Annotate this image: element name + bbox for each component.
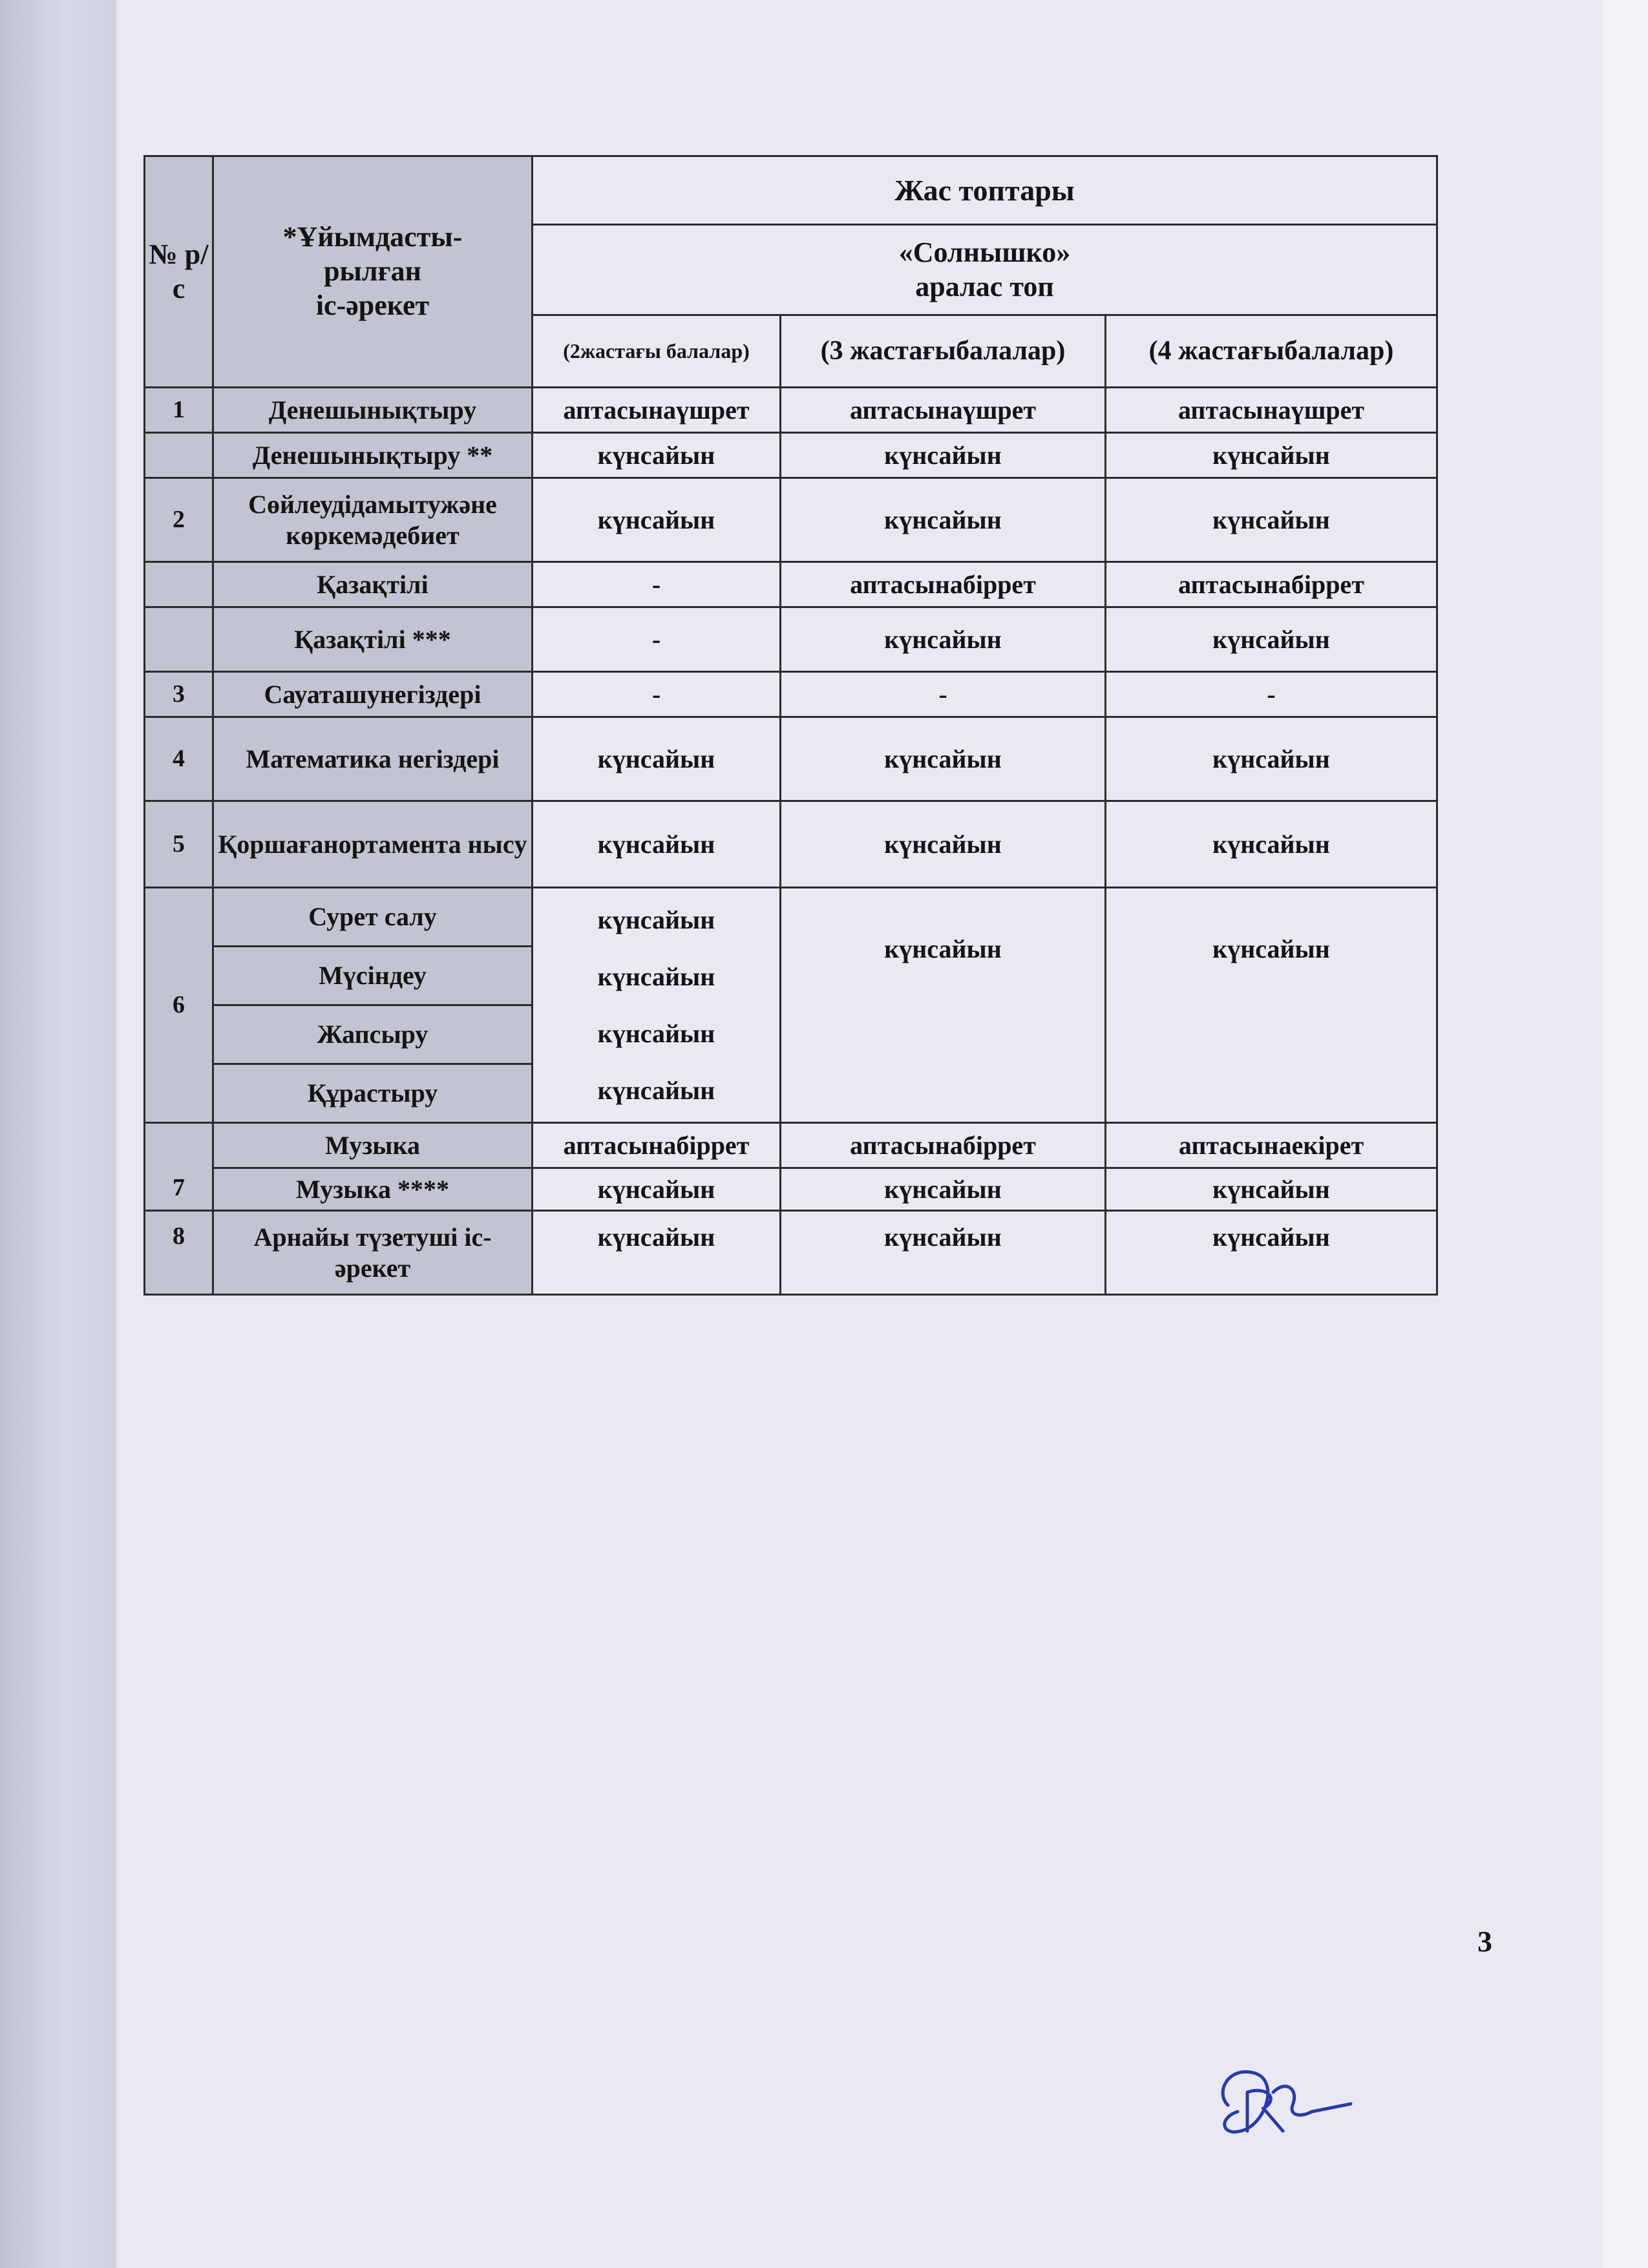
header-activity-line3: іс-әрекет: [315, 289, 430, 321]
cell-3yr: күнсайын: [781, 717, 1106, 801]
table-row: [145, 672, 1437, 717]
cell-2yr: күнсайын: [533, 1211, 781, 1295]
cell-4yr: күнсайын: [1106, 433, 1437, 478]
row-num: 1: [145, 388, 213, 433]
cell-3yr: -: [781, 672, 1106, 717]
cell-4yr: күнсайын: [1106, 717, 1437, 801]
row-activity: Сурет салу: [214, 888, 531, 947]
row-num: [145, 562, 213, 607]
header-age-groups: Жас топтары: [533, 156, 1437, 225]
cell-4yr: аптасынаүшрет: [1106, 388, 1437, 433]
cell-4yr: күнсайын: [1106, 1168, 1437, 1211]
cell-4yr: -: [1106, 672, 1437, 717]
cell-3yr: күнсайын: [781, 888, 1106, 1123]
row-activity: Жапсыру: [214, 1006, 531, 1065]
header-group-line2: аралас топ: [915, 270, 1054, 302]
row-num: 5: [145, 801, 213, 888]
table-row: [145, 717, 1437, 801]
cell-2yr: күнсайын: [597, 905, 715, 934]
row-activity-group: [213, 888, 533, 1123]
header-col-4yr: (4 жастағыбалалар): [1106, 315, 1437, 388]
row-num: 7: [145, 1123, 213, 1211]
cell-3yr: аптасынабіррет: [781, 1123, 1106, 1168]
scan-right-edge: [1603, 0, 1648, 2268]
cell-4yr: күнсайын: [1106, 1211, 1437, 1295]
cell-2yr: -: [533, 672, 781, 717]
cell-2yr: күнсайын: [533, 1168, 781, 1211]
row-activity: Арнайы түзетуші іс-әрекет: [213, 1211, 533, 1295]
header-col-3yr: (3 жастағыбалалар): [781, 315, 1106, 388]
header-col-2yr: (2жастағы балалар): [533, 315, 781, 388]
table-row: [145, 433, 1437, 478]
header-activity: [213, 156, 533, 388]
cell-3yr: күнсайын: [781, 433, 1106, 478]
cell-2yr: аптасынаүшрет: [533, 388, 781, 433]
row-activity: Музыка ****: [213, 1168, 533, 1211]
table-header-row: [145, 156, 1437, 225]
cell-2yr: күнсайын: [533, 478, 781, 562]
row-num: [145, 607, 213, 672]
cell-2yr: күнсайын: [597, 961, 715, 991]
row-num: 2: [145, 478, 213, 562]
schedule-table: [143, 155, 1438, 1296]
header-group-name: [533, 225, 1437, 315]
header-activity-line1: *Ұйымдасты-: [282, 221, 463, 253]
table-row: [145, 388, 1437, 433]
cell-4yr: күнсайын: [1106, 607, 1437, 672]
cell-4yr: аптасынабіррет: [1106, 562, 1437, 607]
cell-2yr: күнсайын: [597, 1018, 715, 1048]
cell-3yr: күнсайын: [781, 1168, 1106, 1211]
row-num: 6: [145, 888, 213, 1123]
header-num: № р/с: [145, 156, 213, 388]
cell-3yr: күнсайын: [781, 478, 1106, 562]
table-row: [145, 478, 1437, 562]
cell-2yr: аптасынабіррет: [533, 1123, 781, 1168]
row-activity: Құрастыру: [307, 1078, 438, 1108]
row-activity: Музыка: [213, 1123, 533, 1168]
row-activity: Қазақтілі: [213, 562, 533, 607]
row-activity: Денешынықтыру **: [213, 433, 533, 478]
cell-2yr: -: [533, 607, 781, 672]
row-num: 3: [145, 672, 213, 717]
cell-2yr: күнсайын: [533, 801, 781, 888]
row-activity: Сөйлеудідамытужәне көркемәдебиет: [213, 478, 533, 562]
page-number: 3: [1477, 1925, 1492, 1958]
table-row: [145, 888, 1437, 1123]
row-activity: Қоршағанортамента ныcу: [213, 801, 533, 888]
cell-2yr: күнсайын: [533, 433, 781, 478]
cell-4yr: күнсайын: [1106, 801, 1437, 888]
row-activity: Қазақтілі ***: [213, 607, 533, 672]
cell-3yr: күнсайын: [781, 1211, 1106, 1295]
table-row: [145, 1211, 1437, 1295]
signature-icon: [1202, 2053, 1357, 2150]
cell-2yr-group: [533, 888, 781, 1123]
cell-3yr: күнсайын: [781, 801, 1106, 888]
row-num: [145, 433, 213, 478]
row-num: 4: [145, 717, 213, 801]
cell-4yr: күнсайын: [1106, 478, 1437, 562]
cell-3yr: аптасынаүшрет: [781, 388, 1106, 433]
table-row: [145, 607, 1437, 672]
row-activity: Математика негіздері: [213, 717, 533, 801]
table-row: [145, 1168, 1437, 1211]
cell-4yr: күнсайын: [1106, 888, 1437, 1123]
row-num: 8: [145, 1211, 213, 1295]
header-activity-line2: рылған: [324, 255, 421, 288]
header-group-line1: «Солнышко»: [898, 236, 1071, 268]
row-activity: Сауаташунегіздері: [213, 672, 533, 717]
row-activity: Мүсіндеу: [214, 947, 531, 1006]
cell-3yr: күнсайын: [781, 607, 1106, 672]
cell-2yr: -: [533, 562, 781, 607]
scan-left-edge: [0, 0, 116, 2268]
cell-2yr: күнсайын: [533, 717, 781, 801]
row-activity: Денешынықтыру: [213, 388, 533, 433]
table-row: [145, 562, 1437, 607]
table-row: [145, 1123, 1437, 1168]
cell-2yr: күнсайын: [597, 1075, 715, 1105]
cell-4yr: аптасынаекірет: [1106, 1123, 1437, 1168]
cell-3yr: аптасынабіррет: [781, 562, 1106, 607]
table-row: [145, 801, 1437, 888]
